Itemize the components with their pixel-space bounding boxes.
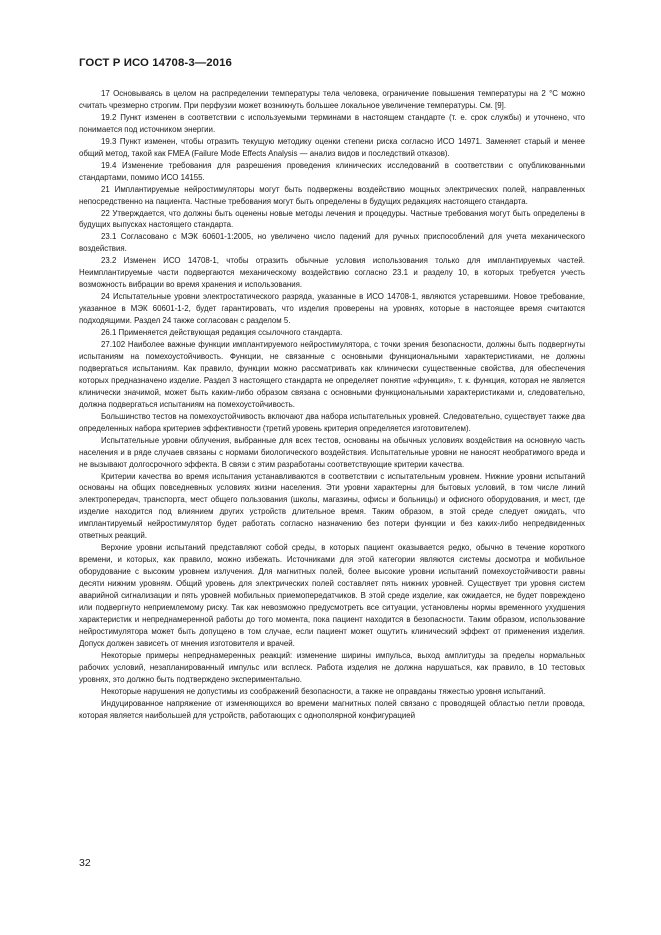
paragraph: Большинство тестов на помехоустойчивость включают два набора испытательных уровней. Следовательно, существует также два определенных набора критериев эффективности (третий уровень критерия определяется изготовителем). (79, 411, 585, 433)
paragraph: Некоторые нарушения не допустимы из соображений безопасности, а также не оправданы тяжестью уровня испытаний. (101, 686, 546, 696)
paragraph: 19.4 Изменение требования для разрешения проведения клинических исследований в соответствии с опубликованными стандартами, помимо ИСО 14155. (79, 160, 585, 182)
paragraph: 19.2 Пункт изменен в соответствии с используемыми терминами в настоящем стандарте (т. е. срок службы) и уточнено, что понимается под источником энергии. (79, 112, 585, 134)
paragraph: 22 Утверждается, что должны быть оценены новые методы лечения и процедуры. Частные требования могут быть определены в будущих выпусках настоящего стандарта. (79, 208, 585, 230)
paragraph: Индуцированное напряжение от изменяющихся во времени магнитных полей связано с проводящей областью петли провода, которая является наибольшей для устройств, работающих с однополярной конфигурацией (79, 698, 585, 720)
paragraph: 23.2 Изменен ИСО 14708-1, чтобы отразить обычные условия использования только для имплантируемых частей. Неимплантируемые части подвергаются механическому воздействию согласно 23.1 и разделу 10, в которых требуется учесть возможность вибрации во время хранения и использования. (79, 256, 585, 290)
page-number: 32 (79, 857, 91, 869)
paragraph: 27.102 Наиболее важные функции имплантируемого нейростимулятора, с точки зрения безопасности, должны быть подвергнуты испытаниям на помехоустойчивость. Функции, не связанные с основными функциональными характеристиками, не должны подвергаться испытаниям. Как правило, функции можно рассматривать как клинически существенные свойства, для обеспечения которых предназначено изделие. Раздел 3 настоящего стандарта не определяет понятие «функция», т. к. функция, которая не является клинически значимой, может быть каким-либо образом связана с основными функциональными характеристиками и, следовательно, должна подвергаться испытаниям на помехоустойчивость. (79, 340, 585, 409)
document-body (79, 88, 585, 722)
paragraph: 24 Испытательные уровни электростатического разряда, указанные в ИСО 14708-1, являются устаревшими. Новое требование, указанное в МЭК 60601-1-2, будет гарантировать, что изделия проверены на уровнях, которые в настоящее время считаются подходящими. Раздел 24 также согласован с разделом 5. (79, 292, 585, 326)
paragraph: Верхние уровни испытаний представляют собой среды, в которых пациент оказывается редко, обычно в течение короткого времени, и которых, как правило, можно избежать. Источниками для этой категории являются системы досмотра и мобильное оборудование с высоким уровнем излучения. Для магнитных полей, более высокие уровни испытаний помехоустойчивости равны десяти нижним уровням. Общий уровень для электрических полей составляет пять нижних уровней. Существует три уровня систем аварийной сигнализации и пять уровней мобильных приемопередатчиков. В этой среде изделие, как ожидается, не будет повреждено или подвергнуто неприемлемому риску. Так как невозможно предусмотреть все ситуации, установлены нормы временного ухудшения характеристик и непреднамеренной работы до того момента, пока пациент находится в безопасности. Таким образом, использование нейростимулятора может быть допущено в том случае, если пациент может ощутить клинический эффект от применения изделия. Допуск должен зависеть от мнения изготовителя и врачей. (79, 543, 585, 648)
standard-header: ГОСТ Р ИСО 14708-3—2016 (79, 57, 232, 69)
paragraph: 26.1 Применяется действующая редакция ссылочного стандарта. (101, 328, 343, 338)
paragraph: Испытательные уровни облучения, выбранные для всех тестов, основаны на обычных условиях воздействия на основную часть населения и в ряде случаев связаны с нормами биологического воздействия. Испытательные уровни не наносят необратимого вреда и не вызывают долгосрочного эффекта. В связи с этим разработаны соответствующие критерии качества. (79, 435, 585, 469)
paragraph: 21 Имплантируемые нейростимуляторы могут быть подвержены воздействию мощных электрических полей, направленных непосредственно на пациента. Частные требования могут быть определены в будущих редакциях настоящего стандарта. (79, 184, 585, 206)
paragraph: Некоторые примеры непреднамеренных реакций: изменение ширины импульса, выход амплитуды за пределы нормальных рабочих условий, незапланированный импульс или всплеск. Работа изделия не должна нарушаться, как правило, в 10 тестовых уровнях, это должно быть подтверждено экспериментально. (79, 650, 585, 684)
paragraph: 19.3 Пункт изменен, чтобы отразить текущую методику оценки степени риска согласно ИСО 14971. Заменяет старый и менее общий метод, такой как FMEA (Failure Mode Effects Analysis — анализ видов и последствий отказов). (79, 136, 585, 158)
paragraph: Критерии качества во время испытания устанавливаются в соответствии с испытательным уровнем. Нижние уровни испытаний основаны на общих повседневных условиях жизни населения. Эти уровни характерны для бытовых условий, в том числе линий электропередач, транспорта, мест общего пользования (школы, магазины, офисы и больницы) и офисного оборудования, и мест, где изделие находится под влиянием других устройств длительное время. Таким образом, в этой среде следует ожидать, что имплантируемый нейростимулятор будет работать согласно назначению без потери функции и без каких-либо непредвиденных ответных реакций. (79, 471, 585, 541)
paragraph: 23.1 Согласовано с МЭК 60601-1:2005, но увеличено число падений для ручных приспособлений для учета механического воздействия. (79, 232, 585, 254)
paragraph: 17 Основываясь в целом на распределении температуры тела человека, ограничение повышения температуры на 2 °С можно считать чрезмерно строгим. При перфузии может возникнуть большее локальное увеличение температуры. См. [9]. (79, 89, 585, 110)
